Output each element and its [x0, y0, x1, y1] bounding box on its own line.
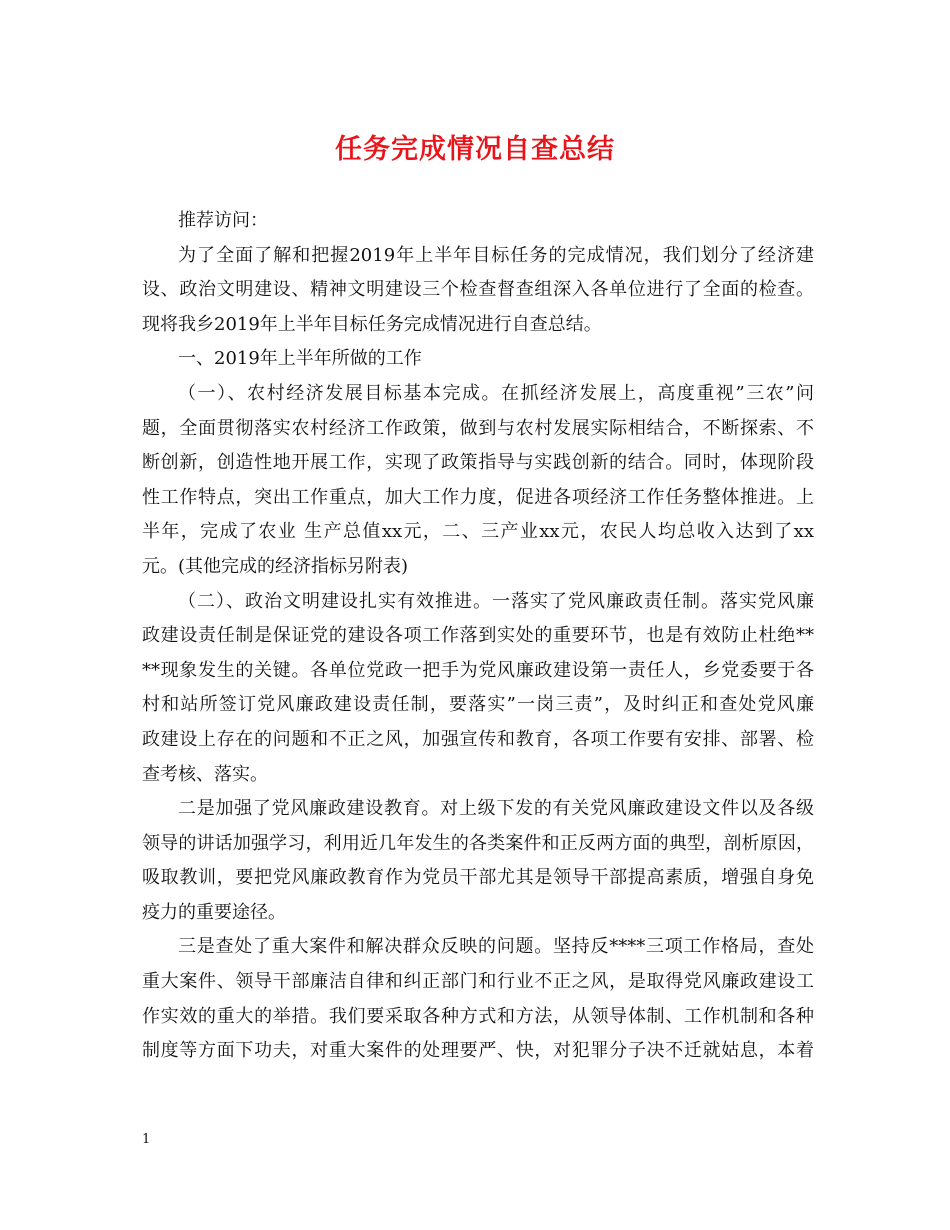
text-line: 断创新，创造性地开展工作，实现了政策指导与实践创新的结合。同时，体现阶段	[142, 452, 814, 474]
text-line: 重大案件、领导干部廉洁自律和纠正部门和行业不正之风，是取得党风廉政建设工	[142, 971, 814, 993]
document-title: 任务完成情况自查总结	[335, 134, 615, 165]
text-line: 吸取教训，要把党风廉政教育作为党员干部尤其是领导干部提高素质，增强自身免	[142, 867, 814, 889]
section-heading: 一、2019年上半年所做的工作	[178, 348, 422, 370]
text-line: 查考核、落实。	[142, 763, 268, 785]
text-line: 设、政治文明建设、精神文明建设三个检查督查组深入各单位进行了全面的检查。	[142, 279, 814, 301]
text-line: 性工作特点，突出工作重点，加大工作力度，促进各项经济工作任务整体推进。上	[142, 486, 814, 508]
text-line: 作实效的重大的举措。我们要采取各种方式和方法，从领导体制、工作机制和各种	[142, 1005, 814, 1027]
text-line: 为了全面了解和把握2019年上半年目标任务的完成情况，我们划分了经济建	[178, 244, 814, 266]
text-line: 半年，完成了农业 生产总值xx元，二、三产业xx元，农民人均总收入达到了xx	[142, 521, 814, 543]
text-line: （二）、政治文明建设扎实有效推进。一落实了党风廉政责任制。落实党风廉	[178, 590, 814, 612]
text-line: 政建设责任制是保证党的建设各项工作落到实处的重要环节，也是有效防止杜绝**	[142, 625, 814, 647]
text-line: 制度等方面下功夫，对重大案件的处理要严、快，对犯罪分子决不迁就姑息，本着	[142, 1040, 814, 1062]
document-body	[142, 204, 814, 1069]
text-line: 村和站所签订党风廉政建设责任制，要落实”一岗三责”，及时纠正和查处党风廉	[142, 694, 814, 716]
text-line: 现将我乡2019年上半年目标任务完成情况进行自查总结。	[142, 313, 602, 335]
text-line: 政建设上存在的问题和不正之风，加强宣传和教育，各项工作要有安排、部署、检	[142, 728, 814, 750]
text-line: （一）、农村经济发展目标基本完成。在抓经济发展上，高度重视”三农”问	[178, 382, 814, 404]
text-line: 疫力的重要途径。	[142, 901, 286, 923]
text-line: 题，全面贯彻落实农村经济工作政策，做到与农村发展实际相结合，不断探索、不	[142, 417, 814, 439]
text-line: 三是查处了重大案件和解决群众反映的问题。坚持反****三项工作格局，查处	[178, 936, 814, 958]
page-number: 1	[142, 1132, 151, 1147]
text-line: 推荐访问：	[178, 210, 268, 231]
text-line: **现象发生的关键。各单位党政一把手为党风廉政建设第一责任人，乡党委要于各	[142, 659, 814, 681]
text-line: 二是加强了党风廉政建设教育。对上级下发的有关党风廉政建设文件以及各级	[178, 798, 814, 820]
text-line: 元。(其他完成的经济指标另附表)	[142, 555, 409, 577]
text-line: 领导的讲话加强学习，利用近几年发生的各类案件和正反两方面的典型，剖析原因，	[142, 832, 814, 854]
